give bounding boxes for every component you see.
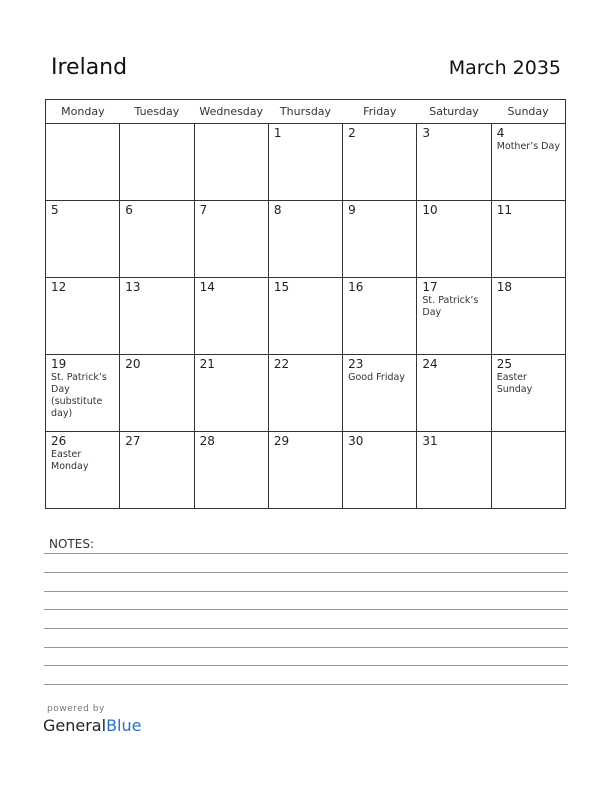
day-cell <box>120 355 194 432</box>
day-number: 8 <box>273 203 282 217</box>
day-cell <box>491 432 565 509</box>
day-event: St. Patrick’s Day (substitute day) <box>51 372 107 419</box>
day-number: 28 <box>199 434 215 448</box>
notes-label: NOTES: <box>49 537 94 551</box>
notes-line <box>44 665 568 666</box>
weekday-header-row <box>46 100 566 124</box>
notes-line <box>44 572 568 573</box>
day-number: 22 <box>273 357 290 371</box>
day-number: 10 <box>422 203 438 217</box>
day-cell <box>491 201 565 278</box>
day-number: 29 <box>273 434 290 448</box>
day-event: St. Patrick’s Day <box>422 295 479 318</box>
day-cell <box>417 124 491 201</box>
day-cell <box>343 355 417 432</box>
day-cell <box>343 432 417 509</box>
day-cell <box>46 278 120 355</box>
day-number: 4 <box>496 126 505 140</box>
day-cell <box>46 201 120 278</box>
day-number: 9 <box>348 203 356 217</box>
day-number: 16 <box>348 280 364 294</box>
day-number: 15 <box>273 280 290 294</box>
notes-line <box>44 591 568 592</box>
weekday-thursday: Thursday <box>268 100 342 124</box>
notes-line <box>44 628 568 629</box>
day-event: Easter Sunday <box>496 372 533 395</box>
country-title: Ireland <box>51 55 128 80</box>
notes-line <box>44 647 568 648</box>
week-row <box>46 278 566 355</box>
day-number: 7 <box>199 203 208 217</box>
weekday-wednesday: Wednesday <box>194 100 268 124</box>
notes-line <box>44 684 568 685</box>
day-cell <box>194 432 268 509</box>
day-cell <box>46 355 120 432</box>
day-number: 25 <box>496 357 512 371</box>
day-cell <box>268 355 342 432</box>
month-title: March 2035 <box>448 57 561 79</box>
day-number: 12 <box>51 280 67 294</box>
day-cell <box>417 355 491 432</box>
day-number: 18 <box>496 280 512 294</box>
day-cell <box>194 124 268 201</box>
day-number: 21 <box>199 357 215 371</box>
day-cell <box>194 355 268 432</box>
day-cell <box>120 432 194 509</box>
weekday-sunday: Sunday <box>491 100 565 124</box>
day-number: 11 <box>496 203 512 217</box>
day-number: 31 <box>422 434 438 448</box>
day-number: 2 <box>348 126 356 140</box>
day-cell <box>268 432 342 509</box>
day-number: 24 <box>422 357 438 371</box>
weekday-monday: Monday <box>46 100 120 124</box>
brand-blue: Blue <box>106 716 142 735</box>
day-cell <box>194 201 268 278</box>
day-cell <box>417 201 491 278</box>
generalblue-logo <box>43 716 141 735</box>
day-cell <box>491 278 565 355</box>
day-cell <box>343 124 417 201</box>
weekday-saturday: Saturday <box>417 100 491 124</box>
weekday-friday: Friday <box>343 100 417 124</box>
day-cell <box>417 432 491 509</box>
day-cell <box>120 124 194 201</box>
day-cell <box>46 124 120 201</box>
day-cell <box>268 201 342 278</box>
day-cell <box>417 278 491 355</box>
day-cell <box>491 124 565 201</box>
week-row <box>46 201 566 278</box>
day-number: 26 <box>51 434 67 448</box>
day-cell <box>268 278 342 355</box>
day-number: 13 <box>125 280 141 294</box>
week-row <box>46 355 566 432</box>
day-event: Easter Monday <box>51 449 89 472</box>
day-number: 14 <box>199 280 215 294</box>
day-cell <box>343 278 417 355</box>
day-cell <box>120 278 194 355</box>
day-number: 20 <box>125 357 141 371</box>
week-row <box>46 432 566 509</box>
day-number: 17 <box>422 280 438 294</box>
day-cell <box>46 432 120 509</box>
week-row <box>46 124 566 201</box>
day-cell <box>194 278 268 355</box>
day-cell <box>268 124 342 201</box>
day-number: 3 <box>422 126 431 140</box>
day-number: 1 <box>273 126 282 140</box>
notes-line <box>44 609 568 610</box>
day-number: 23 <box>348 357 364 371</box>
day-number: 5 <box>51 203 59 217</box>
day-number: 6 <box>125 203 133 217</box>
brand-general: General <box>43 716 107 735</box>
day-cell <box>343 201 417 278</box>
calendar-grid <box>45 99 566 509</box>
notes-line <box>44 553 568 554</box>
day-cell <box>120 201 194 278</box>
day-number: 30 <box>348 434 364 448</box>
weekday-tuesday: Tuesday <box>120 100 194 124</box>
day-cell <box>491 355 565 432</box>
powered-by-text: powered by <box>47 704 105 714</box>
day-event: Mother’s Day <box>496 141 560 152</box>
day-event: Good Friday <box>348 372 405 383</box>
day-number: 27 <box>125 434 141 448</box>
day-number: 19 <box>51 357 67 371</box>
